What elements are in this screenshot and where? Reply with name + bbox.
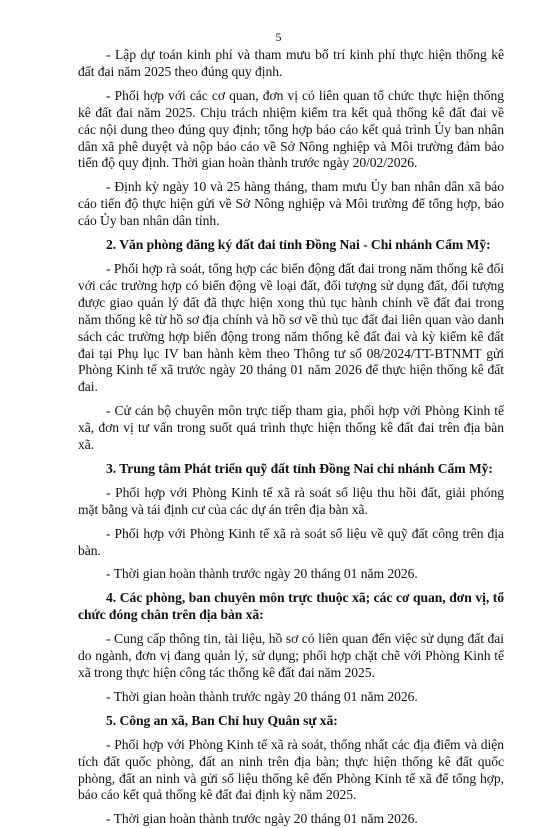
paragraph: - Lập dự toán kinh phí và tham mưu bố trí kinh phí thực hiện thống kê đất đai năm 2025 theo đúng quy định.	[78, 47, 504, 79]
section-heading: 4. Các phòng, ban chuyên môn trực thuộc xã; các cơ quan, đơn vị, tổ chức đóng chân trên địa bàn xã:	[78, 590, 504, 623]
section-heading: 5. Công an xã, Ban Chỉ huy Quân sự xã:	[106, 712, 338, 728]
paragraph: - Định kỳ ngày 10 và 25 hàng tháng, tham mưu Ủy ban nhân dân xã báo cáo tiến độ thực hiện gửi về Sở Nông nghiệp và Môi trường để tổng hợp, báo cáo Ủy ban nhân dân tỉnh.	[78, 179, 504, 229]
paragraph: - Thời gian hoàn thành trước ngày 20 tháng 01 năm 2026.	[106, 811, 418, 827]
page-number: 5	[275, 30, 282, 44]
paragraph: - Thời gian hoàn thành trước ngày 20 tháng 01 năm 2026.	[106, 688, 418, 704]
paragraph: - Cử cán bộ chuyên môn trực tiếp tham gia, phối hợp với Phòng Kinh tế xã, đơn vị tư vấn trong suốt quá trình thực hiện thống kê đất đai trên địa bàn xã.	[78, 403, 504, 453]
paragraph: - Phối hợp rà soát, tổng hợp các biến động đất đai trong năm thống kê đối với các trường hợp có biến động về loại đất, đối tượng sử dụng đất, đối tượng được giao quản lý đất đã thực hiện xong thủ tục hành chính về đất đai trong năm thống kê từ hồ sơ địa chính và hồ sơ về thủ tục đất đai liên quan vào danh sách các trường hợp biến động trong năm thống kê đất đai và kỳ kiểm kê đất đai tại Phụ lục IV ban hành kèm theo Thông tư số 08/2024/TT-BTNMT gửi Phòng Kinh tế xã trước ngày 20 tháng 01 năm 2026 để thực hiện thống kê đất đai.	[78, 260, 504, 395]
document-body	[78, 47, 504, 828]
paragraph: - Phối hợp với các cơ quan, đơn vị có liên quan tổ chức thực hiện thống kê đất đai năm 2025. Chịu trách nhiệm kiểm tra kết quả thống kê đất đai về các nội dung theo đúng quy định; tổng hợp báo cáo kết quả trình Ủy ban nhân dân xã phê duyệt và nộp báo cáo về Sở Nông nghiệp và Môi trường đảm bảo tiến độ quy định. Thời gian hoàn thành trước ngày 20/02/2026.	[78, 87, 504, 171]
section-heading: 2. Văn phòng đăng ký đất đai tỉnh Đồng Nai - Chi nhánh Cẩm Mỹ:	[106, 237, 491, 253]
paragraph: - Phối hợp với Phòng Kinh tế xã rà soát số liệu về quỹ đất công trên địa bàn.	[78, 525, 504, 558]
section-heading: 3. Trung tâm Phát triển quỹ đất tỉnh Đồng Nai chi nhánh Cẩm Mỹ:	[106, 460, 493, 476]
paragraph: - Thời gian hoàn thành trước ngày 20 tháng 01 năm 2026.	[106, 566, 418, 582]
paragraph: - Cung cấp thông tin, tài liệu, hồ sơ có liên quan đến việc sử dụng đất đai do ngành, đơn vị đang quản lý, sử dụng; phối hợp chặt chẽ với Phòng Kinh tế xã trong thực hiện công tác thống kê đất đai năm 2025.	[78, 631, 504, 680]
paragraph: - Phối hợp với Phòng Kinh tế xã rà soát số liệu thu hồi đất, giải phóng mặt bằng và tái định cư của các dự án trên địa bàn xã.	[78, 484, 504, 517]
paragraph: - Phối hợp với Phòng Kinh tế xã rà soát, thống nhất các địa điểm và diện tích đất quốc phòng, đất an ninh trên địa bàn; thực hiện thống kê đất quốc phòng, đất an ninh và gửi số liệu thống kê đến Phòng Kinh tế xã để tổng hợp, báo cáo kết quả thống kê đất đai định kỳ năm 2025.	[78, 736, 504, 803]
